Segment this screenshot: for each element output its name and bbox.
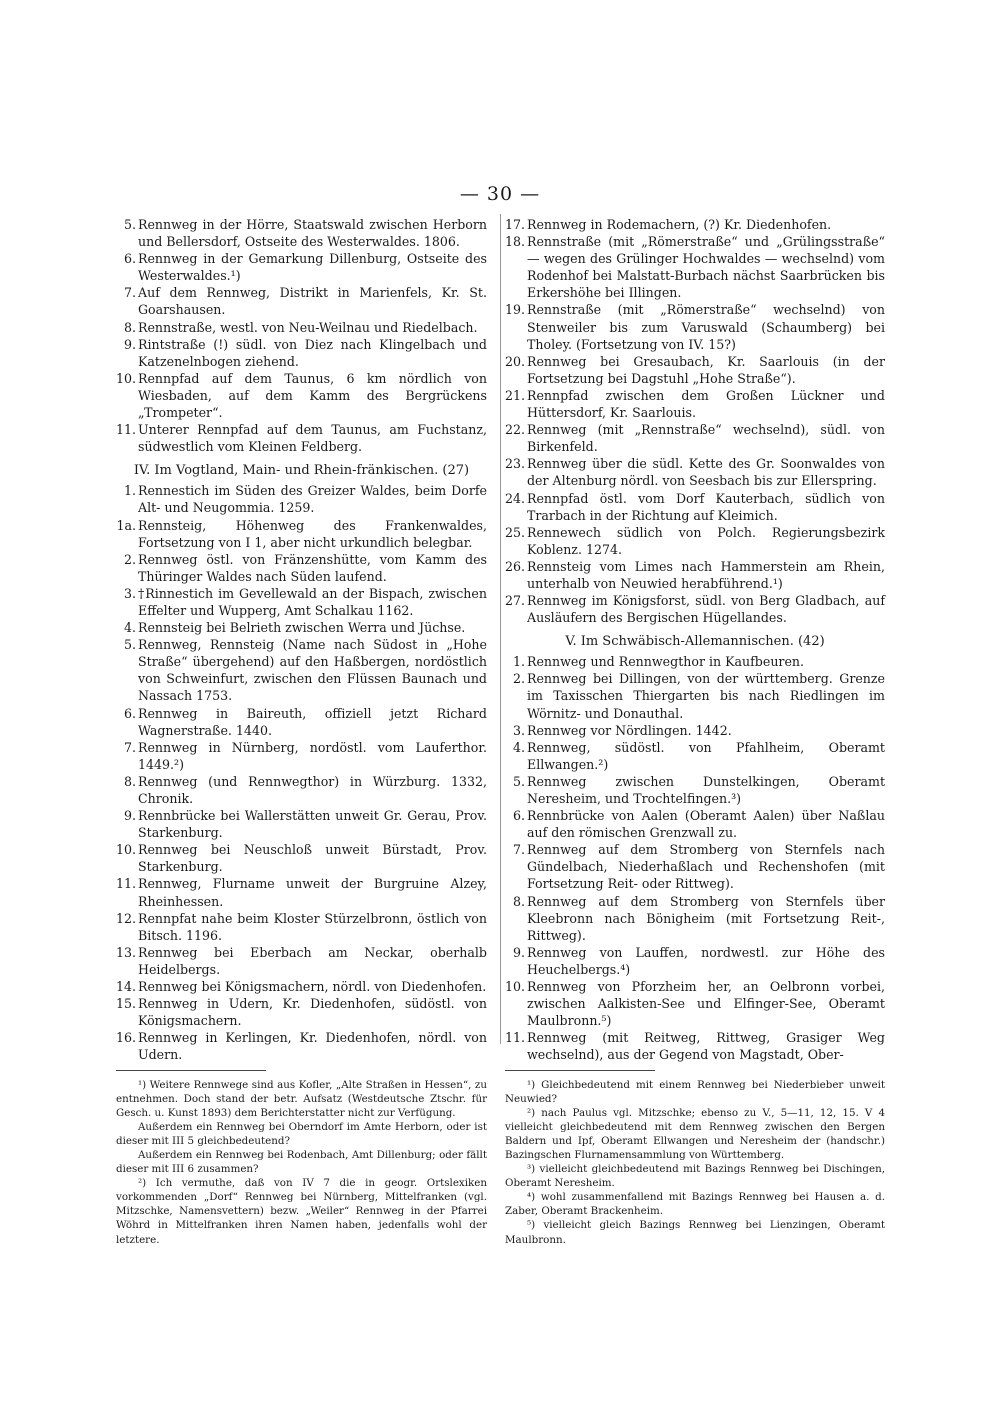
item-number: 6. <box>123 251 136 267</box>
footnote: ¹) Weitere Rennwege sind aus Kofler, „Alte Straßen in Hessen“, zu entnehmen. Doch stand der betr. Aufsatz (Westdeutsche Ztschr. für Gesch. u. Kunst 1893) dem Berichterstatter nicht zur Verfügung. <box>116 1078 487 1119</box>
list-item <box>505 558 885 592</box>
item-text: Rennweg, Rennsteig (Name nach Südost in „Hohe Straße“ übergehend) auf den Haßbergen, nordöstlich von Schweinfurt, zwischen den Flüssen Baunach und Nassach 1753. <box>138 637 487 704</box>
list-item <box>505 944 885 978</box>
item-number: 8. <box>512 893 525 909</box>
item-text: Rennbrücke von Aalen (Oberamt Aalen) über Naßlau auf den römischen Grenzwall zu. <box>527 808 885 841</box>
item-text: Rennweg in der Hörre, Staatswald zwischen Herborn und Bellersdorf, Ostseite des Westerwaldes. 1806. <box>138 217 487 250</box>
item-text: Rennsteig, Höhenweg des Frankenwaldes, Fortsetzung von I 1, aber nicht urkundlich belegbar. <box>138 517 487 550</box>
item-text: Rennweg und Rennwegthor in Kaufbeuren. <box>527 654 805 670</box>
list-item <box>505 978 885 1029</box>
list-item <box>505 1029 885 1063</box>
list-item <box>116 739 487 773</box>
right-entries-b <box>505 653 885 1063</box>
footnote: ¹) Gleichbedeutend mit einem Rennweg bei Niederbieber unweit Neuwied? <box>505 1078 885 1105</box>
item-text: Rintstraße (!) südl. von Diez nach Klingelbach und Katzenelnbogen ziehend. <box>138 336 487 369</box>
list-item <box>505 490 885 524</box>
list-item <box>116 370 487 421</box>
item-text: Rennsteig vom Limes nach Hammerstein am Rhein, unterhalb von Neuwied herabführend.¹) <box>527 558 885 591</box>
item-text: Rennstraße, westl. von Neu-Weilnau und Riedelbach. <box>138 319 478 335</box>
item-text: Rennewech südlich von Polch. Regierungsbezirk Koblenz. 1274. <box>527 524 885 557</box>
right-footnotes <box>505 1078 885 1247</box>
item-number: 6. <box>512 808 525 824</box>
list-item <box>505 421 885 455</box>
item-number: 1. <box>123 483 136 499</box>
list-item <box>116 910 487 944</box>
list-item <box>505 524 885 558</box>
list-item <box>116 773 487 807</box>
list-item <box>116 284 487 318</box>
item-number: 15. <box>116 996 137 1012</box>
item-number: 8. <box>123 319 136 335</box>
footnote: ³) vielleicht gleichbedeutend mit Bazings Rennweg bei Dischingen, Oberamt Neresheim. <box>505 1163 885 1190</box>
item-number: 1. <box>512 654 525 670</box>
item-number: 12. <box>116 910 137 926</box>
list-item <box>116 585 487 619</box>
item-text: Rennweg bei Gresaubach, Kr. Saarlouis (in der Fortsetzung bei Dagstuhl „Hohe Straße“). <box>527 353 885 386</box>
item-text: Rennweg in Kerlingen, Kr. Diedenhofen, nördl. von Udern. <box>138 1030 487 1063</box>
item-number: 4. <box>512 739 525 755</box>
item-number: 5. <box>123 217 136 232</box>
item-text: Rennweg östl. von Fränzenshütte, vom Kamm des Thüringer Waldes nach Süden laufend. <box>138 551 487 584</box>
footnote: ⁴) wohl zusammenfallend mit Bazings Rennweg bei Hausen a. d. Zaber, Oberamt Brackenheim. <box>505 1191 885 1218</box>
list-item <box>116 216 487 250</box>
item-number: 6. <box>123 705 136 721</box>
item-text: Rennweg in Udern, Kr. Diedenhofen, südöstl. von Königsmachern. <box>138 996 487 1029</box>
list-item <box>116 250 487 284</box>
list-item <box>505 739 885 773</box>
item-text: Rennweg im Königsforst, südl. von Berg Gladbach, auf Ausläufern des Bergischen Hügellandes. <box>527 593 885 626</box>
item-number: 5. <box>512 773 525 789</box>
list-item <box>116 705 487 739</box>
item-text: Rennweg bei Neuschloß unweit Bürstadt, Prov. Starkenburg. <box>138 842 487 875</box>
list-item <box>116 482 487 516</box>
footnote-rule-left <box>116 1070 266 1071</box>
item-number: 17. <box>505 217 526 232</box>
list-item <box>116 619 487 636</box>
item-text: Rennbrücke bei Wallerstätten unweit Gr. Gerau, Prov. Starkenburg. <box>138 808 487 841</box>
item-text: Rennweg (mit Reitweg, Rittweg, Grasiger Weg wechselnd), aus der Gegend von Magstadt, Ober- <box>527 1030 885 1063</box>
list-item <box>505 893 885 944</box>
left-entries-a <box>116 216 487 455</box>
item-number: 21. <box>505 387 526 403</box>
item-number: 25. <box>505 524 526 540</box>
item-text: Rennweg in Baireuth, offiziell jetzt Richard Wagnerstraße. 1440. <box>138 705 487 738</box>
list-item <box>505 353 885 387</box>
section-heading-v: V. Im Schwäbisch-Allemannischen. (42) <box>565 634 825 650</box>
item-number: 9. <box>123 808 136 824</box>
item-text: Rennpfad östl. vom Dorf Kauterbach, südlich von Trarbach in der Richtung auf Kleimich. <box>527 490 885 523</box>
item-number: 23. <box>505 456 526 472</box>
list-item <box>505 216 885 233</box>
item-number: 1a. <box>116 517 136 533</box>
list-item <box>116 944 487 978</box>
item-number: 3. <box>123 585 136 601</box>
item-text: Rennweg (und Rennwegthor) in Würzburg. 1332, Chronik. <box>138 773 487 806</box>
left-footnotes <box>116 1078 487 1247</box>
list-item <box>505 233 885 301</box>
item-text: Rennweg bei Dillingen, von der württemberg. Grenze im Taxisschen Thiergarten bis nach Riedlingen im Wörnitz- und Donauthal. <box>527 671 885 721</box>
list-item <box>116 1029 487 1063</box>
item-text: Rennweg über die südl. Kette des Gr. Soonwaldes von der Altenburg nördl. von Seesbach bis zur Ellerspring. <box>527 456 885 489</box>
item-number: 11. <box>116 876 137 892</box>
item-number: 16. <box>116 1030 137 1046</box>
left-entries-b <box>116 482 487 1063</box>
item-number: 9. <box>512 944 525 960</box>
right-column <box>505 216 885 1247</box>
item-number: 14. <box>116 979 137 995</box>
item-text: Rennweg in Nürnberg, nordöstl. vom Lauferthor. 1449.²) <box>138 739 487 772</box>
item-text: Rennpfad zwischen dem Großen Lückner und Hüttersdorf, Kr. Saarlouis. <box>527 387 885 421</box>
item-text: Rennweg von Lauffen, nordwestl. zur Höhe des Heuchelbergs.⁴) <box>527 944 885 977</box>
list-item <box>505 722 885 739</box>
item-number: 7. <box>123 285 136 301</box>
list-item <box>505 301 885 352</box>
item-text: Rennweg bei Königsmachern, nördl. von Diedenhofen. <box>138 979 487 995</box>
list-item <box>116 551 487 585</box>
item-text: Rennpfad auf dem Taunus, 6 km nördlich von Wiesbaden, auf dem Kamm des Bergrückens „Trompeter“. <box>138 370 487 421</box>
item-number: 24. <box>505 490 526 506</box>
item-text: Rennweg, südöstl. von Pfahlheim, Oberamt Ellwangen.²) <box>527 739 885 772</box>
list-item <box>116 807 487 841</box>
item-text: Rennweg auf dem Stromberg von Sternfels nach Gündelbach, Niederhaßlach und Rechenshofen (mit Fortsetzung Reit- oder Rittweg). <box>527 842 885 892</box>
list-item <box>116 421 487 455</box>
item-number: 8. <box>123 773 136 789</box>
item-number: 22. <box>505 422 526 438</box>
item-text: Rennstraße (mit „Römerstraße“ und „Grülingsstraße“ — wegen des Grülinger Hochwaldes — wechselnd) vom Rodenhof bei Malstatt-Burbach nächst Saarbrücken bis Erkershöhe bei Illingen. <box>527 234 885 301</box>
item-text: Unterer Rennpfad auf dem Taunus, am Fuchstanz, südwestlich vom Kleinen Feldberg. <box>138 422 487 455</box>
left-column <box>116 216 487 1247</box>
list-item <box>505 653 885 670</box>
item-text: †Rinnestich im Gevellewald an der Bispach, zwischen Effelter und Wupperg, Amt Schalkau 1162. <box>138 585 487 618</box>
list-item <box>116 636 487 704</box>
item-text: Rennweg, Flurname unweit der Burgruine Alzey, Rheinhessen. <box>138 876 487 909</box>
item-text: Rennweg in Rodemachern, (?) Kr. Diedenhofen. <box>527 217 832 232</box>
item-number: 10. <box>505 979 526 995</box>
item-number: 2. <box>512 671 525 687</box>
item-number: 9. <box>123 336 136 352</box>
item-number: 19. <box>505 302 526 318</box>
item-text: Rennpfat nahe beim Kloster Stürzelbronn, östlich von Bitsch. 1196. <box>138 910 487 943</box>
column-divider <box>500 214 501 1044</box>
list-item <box>116 978 487 995</box>
item-number: 4. <box>123 620 136 636</box>
item-number: 5. <box>123 637 136 653</box>
item-text: Rennweg vor Nördlingen. 1442. <box>527 722 732 738</box>
list-item <box>116 995 487 1029</box>
item-text: Rennweg in der Gemarkung Dillenburg, Ostseite des Westerwaldes.¹) <box>138 251 487 284</box>
item-text: Auf dem Rennweg, Distrikt in Marienfels, Kr. St. Goarshausen. <box>138 285 487 318</box>
footnote-rule-right <box>505 1070 655 1071</box>
item-text: Rennweg bei Eberbach am Neckar, oberhalb Heidelbergs. <box>138 944 487 977</box>
item-number: 18. <box>505 234 526 250</box>
item-number: 10. <box>116 370 137 386</box>
item-number: 10. <box>116 842 137 858</box>
list-item <box>116 517 487 551</box>
item-text: Rennestich im Süden des Greizer Waldes, beim Dorfe Alt- und Neugommia. 1259. <box>138 483 487 516</box>
item-number: 20. <box>505 353 526 369</box>
item-number: 27. <box>505 593 526 609</box>
list-item <box>116 336 487 370</box>
item-text: Rennweg von Pforzheim her, an Oelbronn vorbei, zwischen Aalkisten-See und Elfinger-See, Oberamt Maulbronn.⁵) <box>527 979 885 1029</box>
item-number: 3. <box>512 722 525 738</box>
right-entries-a <box>505 216 885 626</box>
item-text: Rennsteig bei Belrieth zwischen Werra und Jüchse. <box>138 620 466 636</box>
item-number: 11. <box>116 422 137 438</box>
item-number: 7. <box>512 842 525 858</box>
list-item <box>116 319 487 336</box>
footnote: ⁵) vielleicht gleich Bazings Rennweg bei Lienzingen, Oberamt Maulbronn. <box>505 1219 885 1246</box>
section-heading-iv: IV. Im Vogtland, Main- und Rhein-fränkischen. (27) <box>133 463 470 479</box>
item-text: Rennweg zwischen Dunstelkingen, Oberamt Neresheim, und Trochtelfingen.³) <box>527 773 885 806</box>
list-item <box>505 455 885 489</box>
page-number: — 30 — <box>459 183 541 205</box>
item-number: 26. <box>505 558 526 574</box>
list-item <box>505 841 885 892</box>
list-item <box>505 670 885 721</box>
list-item <box>116 875 487 909</box>
item-text: Rennstraße (mit „Römerstraße“ wechselnd) von Stenweiler bis zum Varuswald (Schaumberg) bei Tholey. (Fortsetzung von IV. 15?) <box>527 302 885 352</box>
item-number: 7. <box>123 739 136 755</box>
item-text: Rennweg auf dem Stromberg von Sternfels über Kleebronn nach Bönigheim (mit Fortsetzung Reit-, Rittweg). <box>527 893 885 943</box>
list-item <box>505 807 885 841</box>
item-text: Rennweg (mit „Rennstraße“ wechselnd), südl. von Birkenfeld. <box>527 422 885 455</box>
item-number: 11. <box>505 1030 526 1046</box>
list-item <box>505 387 885 421</box>
footnote: ²) nach Paulus vgl. Mitzschke; ebenso zu V., 5—11, 12, 15. V 4 vielleicht gleichbedeutend mit dem Rennweg zwischen den Bergen Baldern und Ipf, Oberamt Ellwangen und Neresheim der (handschr.) Bazingschen Flurnamensammlung von Württemberg. <box>505 1106 885 1161</box>
footnote: Außerdem ein Rennweg bei Rodenbach, Amt Dillenburg; oder fällt dieser mit III 6 zusammen? <box>116 1148 487 1176</box>
item-number: 2. <box>123 551 136 567</box>
list-item <box>116 841 487 875</box>
footnote: Außerdem ein Rennweg bei Oberndorf im Amte Herborn, oder ist dieser mit III 5 gleichbedeutend? <box>116 1120 487 1147</box>
footnote: ²) Ich vermuthe, daß von IV 7 die in geogr. Ortslexiken vorkommenden „Dorf“ Rennweg bei Nürnberg, Mittelfranken (vgl. Mitzschke, Namensvettern) bezw. „Weiler“ Rennweg in der Pfarrei Wöhrd in Mittelfranken ihren Namen haben, jedenfalls wohl der letztere. <box>116 1177 487 1246</box>
list-item <box>505 592 885 626</box>
list-item <box>505 773 885 807</box>
item-number: 13. <box>116 944 137 960</box>
